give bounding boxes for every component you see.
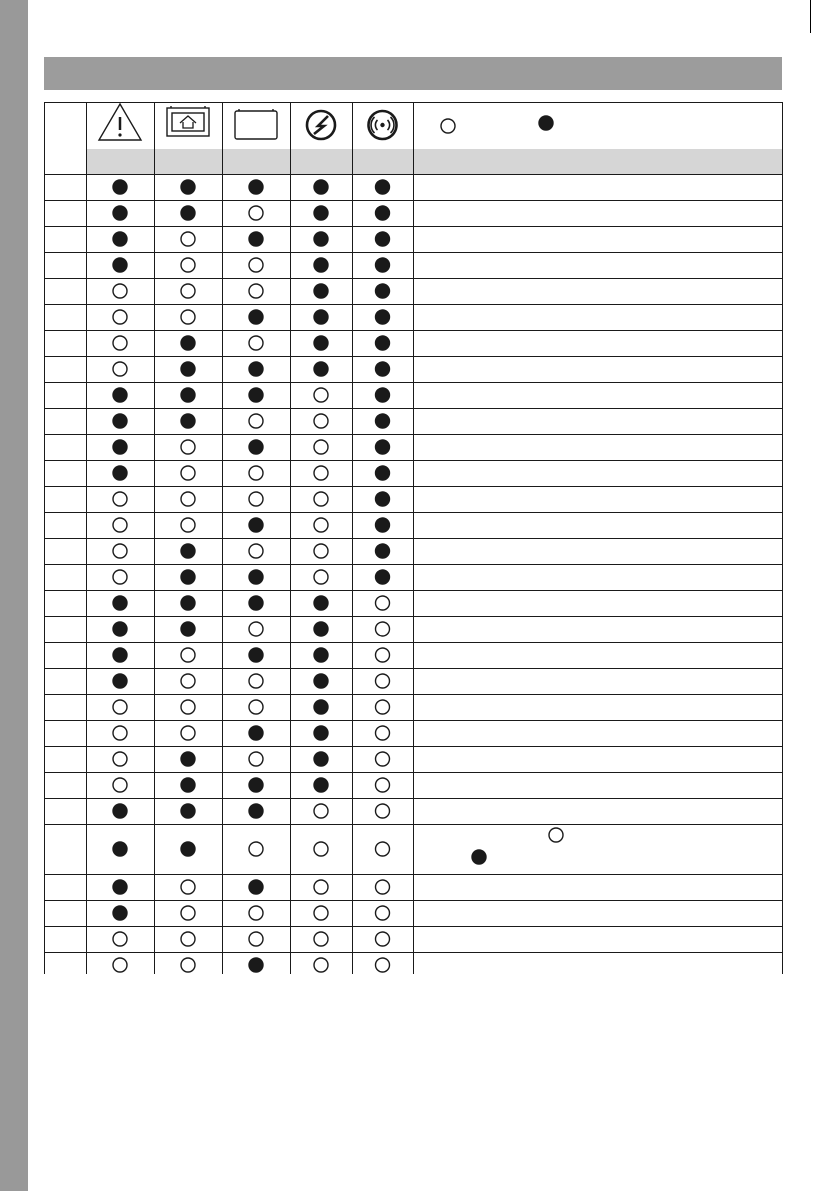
indicator-on-dot — [314, 596, 328, 610]
indicator-off-dot — [314, 842, 328, 856]
home-glyph — [180, 116, 196, 128]
indicator-on-dot — [376, 492, 390, 506]
indicator-on-dot — [314, 726, 328, 740]
indicator-on-dot — [376, 336, 390, 350]
indicator-off-dot — [181, 466, 195, 480]
indicator-on-dot — [314, 622, 328, 636]
indicator-on-dot — [249, 180, 263, 194]
indicator-off-dot — [113, 752, 127, 766]
indicator-off-dot — [376, 726, 390, 740]
bolt-glyph — [314, 116, 328, 134]
note-circle-filled-icon — [472, 850, 486, 864]
indicator-on-dot — [376, 570, 390, 584]
indicator-on-dot — [376, 518, 390, 532]
indicator-off-dot — [249, 206, 263, 220]
indicator-off-dot — [376, 700, 390, 714]
indicator-off-dot — [376, 932, 390, 946]
indicator-on-dot — [181, 414, 195, 428]
indicator-off-dot — [181, 310, 195, 324]
indicator-off-dot — [181, 518, 195, 532]
indicator-off-dot — [314, 518, 328, 532]
indicator-on-dot — [181, 622, 195, 636]
indicator-on-dot — [181, 752, 195, 766]
indicator-off-dot — [314, 570, 328, 584]
indicator-off-dot — [376, 778, 390, 792]
indicator-on-dot — [314, 180, 328, 194]
indicator-on-dot — [249, 440, 263, 454]
indicator-off-dot — [113, 570, 127, 584]
indicator-off-dot — [181, 648, 195, 662]
warning-dot — [118, 133, 121, 136]
indicator-on-dot — [314, 310, 328, 324]
indicator-off-dot — [314, 388, 328, 402]
indicator-on-dot — [181, 596, 195, 610]
signal-center — [380, 123, 384, 127]
indicator-off-dot — [113, 362, 127, 376]
indicator-off-dot — [181, 906, 195, 920]
home-panel-icon — [167, 108, 209, 136]
indicator-on-dot — [314, 674, 328, 688]
circle-filled-icon — [539, 116, 553, 130]
indicator-off-dot — [249, 414, 263, 428]
indicator-on-dot — [376, 466, 390, 480]
indicator-off-dot — [249, 544, 263, 558]
indicator-on-dot — [376, 206, 390, 220]
indicator-on-dot — [314, 648, 328, 662]
indicator-on-dot — [249, 570, 263, 584]
indicator-off-dot — [113, 932, 127, 946]
indicator-off-dot — [249, 336, 263, 350]
indicator-off-dot — [314, 804, 328, 818]
indicator-on-dot — [113, 596, 127, 610]
indicator-off-dot — [314, 958, 328, 972]
indicator-off-dot — [113, 778, 127, 792]
indicator-off-dot — [249, 752, 263, 766]
indicator-on-dot — [249, 778, 263, 792]
indicator-on-dot — [249, 880, 263, 894]
indicator-off-dot — [113, 518, 127, 532]
indicator-on-dot — [181, 570, 195, 584]
indicator-off-dot — [249, 492, 263, 506]
indicator-on-dot — [113, 206, 127, 220]
indicator-off-dot — [181, 258, 195, 272]
blank-panel-icon — [235, 111, 277, 139]
indicator-on-dot — [113, 674, 127, 688]
indicator-off-dot — [376, 842, 390, 856]
indicator-on-dot — [376, 180, 390, 194]
indicator-on-dot — [376, 284, 390, 298]
indicator-off-dot — [376, 648, 390, 662]
indicator-on-dot — [181, 362, 195, 376]
indicator-off-dot — [249, 284, 263, 298]
indicator-off-dot — [181, 284, 195, 298]
indicator-on-dot — [249, 648, 263, 662]
indicator-off-dot — [113, 700, 127, 714]
indicator-on-dot — [249, 804, 263, 818]
indicator-on-dot — [314, 778, 328, 792]
indicator-off-dot — [181, 932, 195, 946]
indicator-off-dot — [376, 880, 390, 894]
indicator-on-dot — [249, 362, 263, 376]
indicator-off-dot — [314, 880, 328, 894]
indicator-off-dot — [376, 752, 390, 766]
indicator-on-dot — [113, 388, 127, 402]
indicator-on-dot — [113, 622, 127, 636]
indicator-on-dot — [249, 726, 263, 740]
indicator-on-dot — [181, 842, 195, 856]
indicator-off-dot — [249, 700, 263, 714]
indicator-on-dot — [181, 778, 195, 792]
indicator-off-dot — [249, 258, 263, 272]
indicator-on-dot — [376, 544, 390, 558]
title-bar — [44, 57, 782, 90]
indicator-off-dot — [113, 284, 127, 298]
indicator-off-dot — [314, 440, 328, 454]
indicator-on-dot — [376, 388, 390, 402]
indicator-on-dot — [376, 414, 390, 428]
indicator-on-dot — [249, 310, 263, 324]
indicator-off-dot — [181, 674, 195, 688]
indicator-off-dot — [314, 544, 328, 558]
indicator-on-dot — [376, 310, 390, 324]
indicator-off-dot — [181, 726, 195, 740]
note-circle-outline-icon — [549, 828, 563, 842]
indicator-on-dot — [113, 440, 127, 454]
indicator-off-dot — [249, 932, 263, 946]
indicator-on-dot — [181, 206, 195, 220]
indicator-off-dot — [113, 336, 127, 350]
indicator-off-dot — [314, 906, 328, 920]
indicator-off-dot — [249, 622, 263, 636]
crop-mark — [810, 0, 811, 33]
indicator-on-dot — [113, 414, 127, 428]
indicator-on-dot — [113, 466, 127, 480]
indicator-on-dot — [113, 180, 127, 194]
indicator-off-dot — [181, 958, 195, 972]
indicator-off-dot — [113, 958, 127, 972]
indicator-on-dot — [181, 544, 195, 558]
indicator-on-dot — [249, 596, 263, 610]
indicator-off-dot — [376, 596, 390, 610]
indicator-on-dot — [113, 880, 127, 894]
indicator-on-dot — [376, 362, 390, 376]
indicator-on-dot — [249, 518, 263, 532]
circle-outline-icon — [441, 119, 455, 133]
side-strip — [0, 0, 28, 1191]
indicator-off-dot — [314, 466, 328, 480]
sub-header-band — [86, 149, 783, 174]
indicator-off-dot — [181, 880, 195, 894]
indicator-on-dot — [249, 232, 263, 246]
indicator-on-dot — [181, 180, 195, 194]
indicator-on-dot — [376, 440, 390, 454]
indicator-on-dot — [113, 258, 127, 272]
indicator-table — [44, 102, 783, 974]
indicator-off-dot — [249, 842, 263, 856]
indicator-off-dot — [181, 492, 195, 506]
indicator-on-dot — [249, 958, 263, 972]
indicator-on-dot — [113, 842, 127, 856]
indicator-off-dot — [181, 232, 195, 246]
indicator-off-dot — [249, 466, 263, 480]
indicator-on-dot — [314, 752, 328, 766]
indicator-on-dot — [314, 232, 328, 246]
indicator-off-dot — [181, 440, 195, 454]
indicator-off-dot — [249, 906, 263, 920]
indicator-on-dot — [314, 258, 328, 272]
indicator-off-dot — [113, 310, 127, 324]
indicator-on-dot — [376, 232, 390, 246]
indicator-on-dot — [181, 336, 195, 350]
indicator-off-dot — [249, 674, 263, 688]
indicator-on-dot — [314, 700, 328, 714]
indicator-off-dot — [113, 544, 127, 558]
indicator-on-dot — [113, 906, 127, 920]
indicator-off-dot — [314, 932, 328, 946]
indicator-on-dot — [314, 284, 328, 298]
indicator-on-dot — [249, 388, 263, 402]
indicator-on-dot — [376, 258, 390, 272]
indicator-off-dot — [376, 958, 390, 972]
indicator-on-dot — [314, 362, 328, 376]
indicator-off-dot — [314, 492, 328, 506]
indicator-off-dot — [376, 622, 390, 636]
indicator-on-dot — [314, 206, 328, 220]
indicator-on-dot — [113, 804, 127, 818]
indicator-off-dot — [376, 906, 390, 920]
indicator-on-dot — [181, 388, 195, 402]
indicator-on-dot — [181, 804, 195, 818]
indicator-off-dot — [376, 804, 390, 818]
indicator-off-dot — [113, 492, 127, 506]
indicator-off-dot — [376, 674, 390, 688]
indicator-off-dot — [314, 414, 328, 428]
indicator-on-dot — [314, 336, 328, 350]
indicator-off-dot — [181, 700, 195, 714]
indicator-on-dot — [113, 648, 127, 662]
indicator-on-dot — [113, 232, 127, 246]
indicator-off-dot — [113, 726, 127, 740]
